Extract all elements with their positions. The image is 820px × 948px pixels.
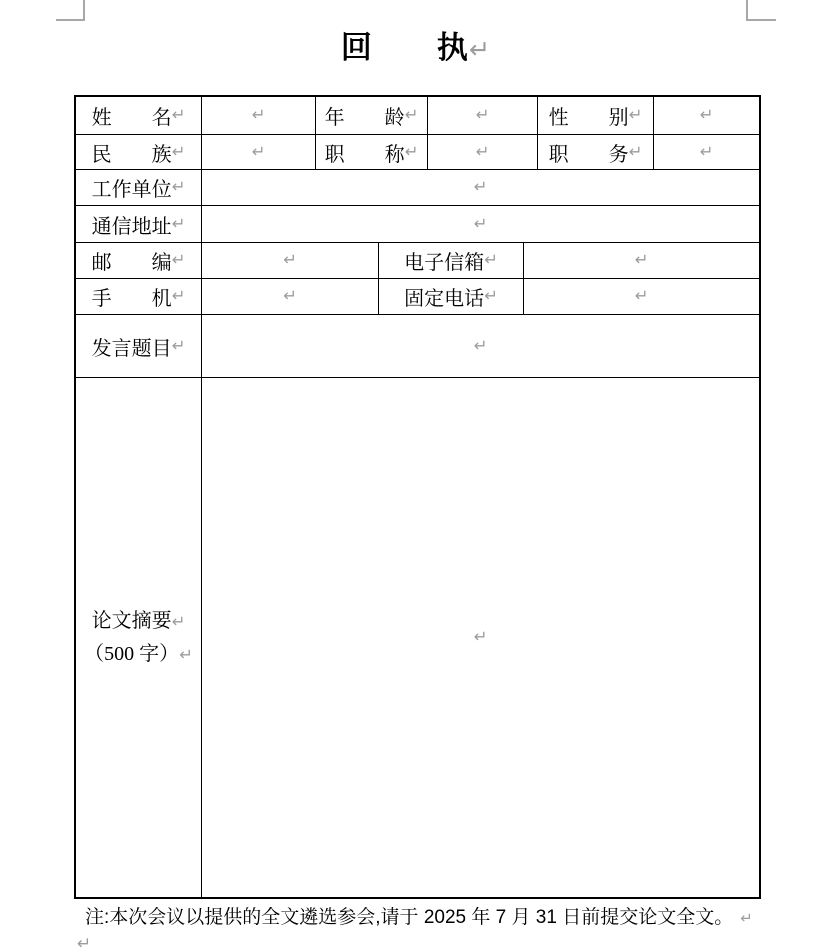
reply-form-table	[74, 95, 761, 899]
table-row-name-age-gender	[76, 97, 759, 135]
paragraph-mark-icon: ↵	[484, 250, 498, 270]
landline-label-cell	[379, 279, 524, 314]
margin-crop-mark-top-left-horizontal	[56, 19, 84, 21]
gender-label-cell	[538, 97, 654, 134]
position-value-cell[interactable]	[654, 135, 759, 169]
table-row-abstract	[76, 378, 759, 897]
speech-topic-label-cell	[76, 315, 202, 377]
professional-title-value-cell[interactable]	[428, 135, 538, 169]
employer-label-cell	[76, 170, 202, 205]
paragraph-mark-icon: ↵	[251, 141, 266, 161]
age-label: 年 龄	[324, 107, 405, 129]
paragraph-mark-icon: ↵	[634, 286, 649, 306]
age-label-cell	[316, 97, 428, 134]
name-label: 姓 名	[91, 107, 172, 129]
mailing-address-value-cell[interactable]	[202, 206, 759, 242]
postal-code-label: 邮 编	[91, 252, 172, 274]
paragraph-mark-icon: ↵	[473, 213, 488, 233]
paragraph-mark-icon: ↵	[77, 934, 92, 948]
page-title: 回 执	[340, 30, 469, 65]
paragraph-mark-icon: ↵	[171, 213, 186, 233]
email-value-cell[interactable]	[524, 243, 759, 278]
professional-title-label-cell	[316, 135, 428, 169]
footer-note-text: 注:本次会议以提供的全文遴选参会,请于 2025 年 7 月 31 日前提交论文全文。	[85, 907, 734, 928]
paragraph-mark-icon: ↵	[475, 141, 490, 161]
paragraph-mark-icon: ↵	[628, 141, 643, 161]
paragraph-mark-icon: ↵	[171, 177, 186, 197]
abstract-value-cell[interactable]	[202, 378, 759, 897]
paragraph-mark-icon: ↵	[740, 910, 753, 927]
name-value-cell[interactable]	[202, 97, 316, 134]
paragraph-mark-icon: ↵	[171, 286, 186, 306]
ethnicity-label-cell	[76, 135, 202, 169]
margin-crop-mark-top-right-horizontal	[748, 19, 776, 21]
ethnicity-value-cell[interactable]	[202, 135, 316, 169]
professional-title-label: 职 称	[324, 143, 405, 166]
table-row-ethnicity-title-position	[76, 135, 759, 170]
abstract-label-line1: 论文摘要	[91, 609, 172, 632]
paragraph-mark-icon: ↵	[283, 286, 297, 306]
gender-label: 性 别	[548, 107, 629, 129]
paragraph-mark-icon: ↵	[171, 105, 186, 125]
landline-label: 固定电话	[404, 288, 485, 310]
mailing-address-label: 通信地址	[91, 215, 172, 238]
table-row-mailing-address	[76, 206, 759, 243]
paragraph-mark-icon: ↵	[484, 286, 498, 306]
abstract-label-line2: （500 字）	[84, 642, 180, 665]
paragraph-mark-icon: ↵	[251, 105, 266, 125]
position-label: 职 务	[548, 143, 629, 166]
speech-topic-value-cell[interactable]	[202, 315, 759, 377]
margin-crop-mark-top-left-vertical	[83, 0, 85, 21]
paragraph-mark-icon: ↵	[171, 335, 186, 355]
paragraph-mark-icon: ↵	[404, 141, 419, 161]
paragraph-mark-icon: ↵	[171, 141, 186, 161]
paragraph-mark-icon: ↵	[404, 105, 419, 125]
table-row-mobile-landline	[76, 279, 759, 315]
paragraph-mark-icon: ↵	[628, 105, 643, 125]
margin-crop-mark-top-right-vertical	[746, 0, 748, 21]
mobile-value-cell[interactable]	[202, 279, 379, 314]
paragraph-mark-icon: ↵	[699, 141, 714, 161]
table-row-postcode-email	[76, 243, 759, 279]
postal-code-label-cell	[76, 243, 202, 278]
paragraph-mark-icon: ↵	[634, 250, 649, 270]
paragraph-mark-icon: ↵	[179, 644, 193, 664]
mobile-label-cell	[76, 279, 202, 314]
landline-value-cell[interactable]	[524, 279, 759, 314]
email-label-cell	[379, 243, 524, 278]
footer-note	[85, 902, 785, 929]
paragraph-mark-icon: ↵	[475, 105, 490, 125]
table-row-speech-topic	[76, 315, 759, 378]
ethnicity-label: 民 族	[91, 143, 172, 166]
gender-value-cell[interactable]	[654, 97, 759, 134]
abstract-label-cell	[76, 378, 202, 897]
paragraph-mark-icon: ↵	[171, 611, 186, 631]
paragraph-mark-icon: ↵	[473, 177, 488, 197]
table-row-employer	[76, 170, 759, 206]
paragraph-mark-icon: ↵	[468, 34, 492, 64]
email-label: 电子信箱	[404, 252, 485, 274]
postal-code-value-cell[interactable]	[202, 243, 379, 278]
paragraph-mark-icon: ↵	[473, 335, 488, 355]
age-value-cell[interactable]	[428, 97, 538, 134]
paragraph-mark-icon: ↵	[283, 250, 297, 270]
paragraph-mark-icon: ↵	[171, 250, 186, 270]
speech-topic-label: 发言题目	[91, 337, 172, 360]
employer-label: 工作单位	[91, 179, 172, 201]
mobile-label: 手 机	[91, 288, 172, 310]
paragraph-mark-icon: ↵	[699, 105, 714, 125]
mailing-address-label-cell	[76, 206, 202, 242]
employer-value-cell[interactable]	[202, 170, 759, 205]
position-label-cell	[538, 135, 654, 169]
paragraph-mark-icon: ↵	[473, 627, 488, 647]
name-label-cell	[76, 97, 202, 134]
document-title-line	[85, 22, 747, 67]
